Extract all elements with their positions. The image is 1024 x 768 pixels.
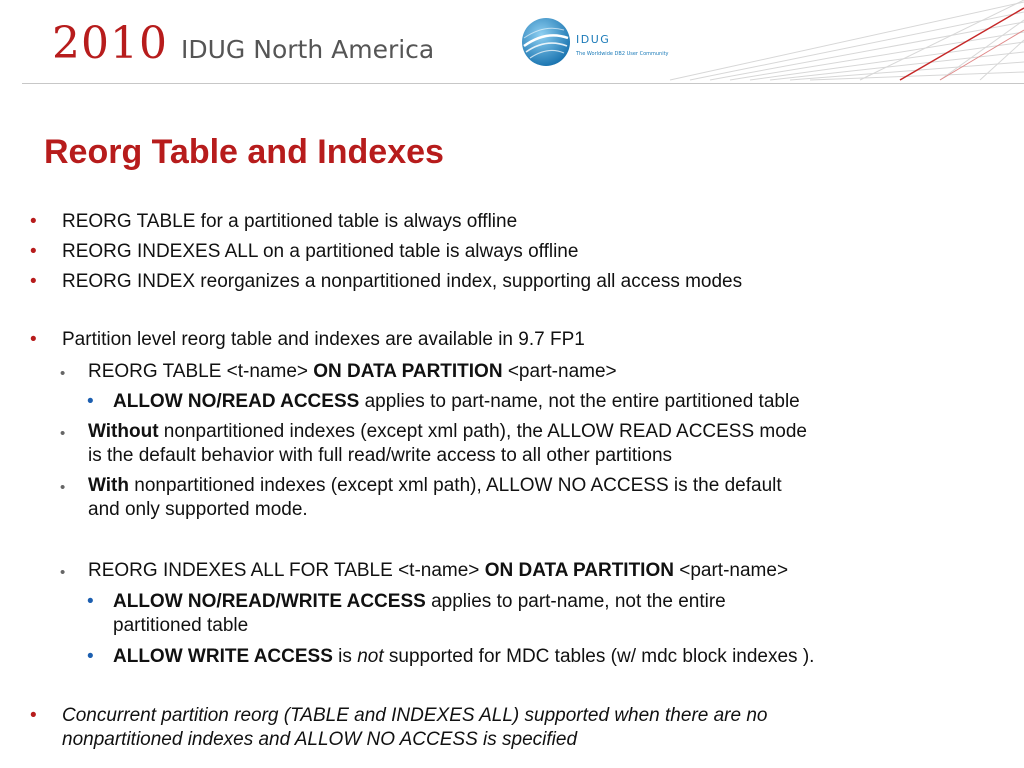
logo-title: IDUG: [576, 33, 611, 46]
bullet-marker: •: [60, 564, 66, 581]
header-swoosh-decoration: [660, 0, 1024, 88]
sub-bullet-reorg-table-partition: • REORG TABLE <t-name> ON DATA PARTITION <part-name>: [88, 360, 617, 384]
bullet-reorg-index: • REORG INDEX reorganizes a nonpartitioned index, supporting all access modes: [30, 271, 743, 292]
globe-icon: [520, 16, 572, 68]
sub-sub-bullet-allow-no-read-write: • ALLOW NO/READ/WRITE ACCESS applies to part-name, not the entire partitioned table: [87, 591, 726, 636]
bullet-marker: •: [30, 211, 37, 232]
bullet-marker: •: [30, 271, 37, 292]
bullet-reorg-table-offline: • REORG TABLE for a partitioned table is always offline: [30, 211, 518, 232]
slide-title: Reorg Table and Indexes: [44, 133, 444, 171]
bullet-marker: •: [60, 479, 66, 496]
bullet-marker: •: [87, 646, 94, 667]
conference-year: 2010: [52, 18, 168, 69]
sub-sub-bullet-allow-write-mdc: • ALLOW WRITE ACCESS is not supported for MDC tables (w/ mdc block indexes ).: [87, 646, 815, 667]
sub-bullet-without-nonpartitioned: • Without nonpartitioned indexes (except xml path), the ALLOW READ ACCESS mode is the default behavior with full read/write access to all other partitions: [60, 421, 807, 466]
bullet-marker: •: [30, 241, 37, 262]
sub-bullet-with-nonpartitioned: • With nonpartitioned indexes (except xml path), ALLOW NO ACCESS is the default and only supported mode.: [60, 475, 782, 520]
bullet-concurrent-partition-reorg: • Concurrent partition reorg (TABLE and INDEXES ALL) supported when there are no nonpartitioned indexes and ALLOW NO ACCESS is specified: [30, 705, 768, 750]
header-divider: [22, 83, 1024, 84]
bullet-marker: •: [87, 391, 94, 412]
sub-sub-bullet-allow-no-read: • ALLOW NO/READ ACCESS applies to part-name, not the entire partitioned table: [87, 391, 800, 412]
bullet-marker: •: [87, 591, 94, 612]
sub-bullet-reorg-indexes-partition: • REORG INDEXES ALL FOR TABLE <t-name> ON DATA PARTITION <part-name>: [88, 559, 788, 583]
bullet-marker: •: [30, 329, 37, 350]
slide-header: [0, 0, 1024, 88]
logo-tagline: The Worldwide DB2 User Community: [576, 51, 669, 57]
conference-name: IDUG North America: [181, 35, 435, 64]
bullet-marker: •: [30, 705, 37, 726]
bullet-marker: •: [60, 365, 66, 382]
bullet-marker: •: [60, 425, 66, 442]
bullet-partition-level-reorg: • Partition level reorg table and indexes are available in 9.7 FP1: [30, 329, 585, 350]
bullet-reorg-indexes-offline: • REORG INDEXES ALL on a partitioned table is always offline: [30, 241, 579, 262]
